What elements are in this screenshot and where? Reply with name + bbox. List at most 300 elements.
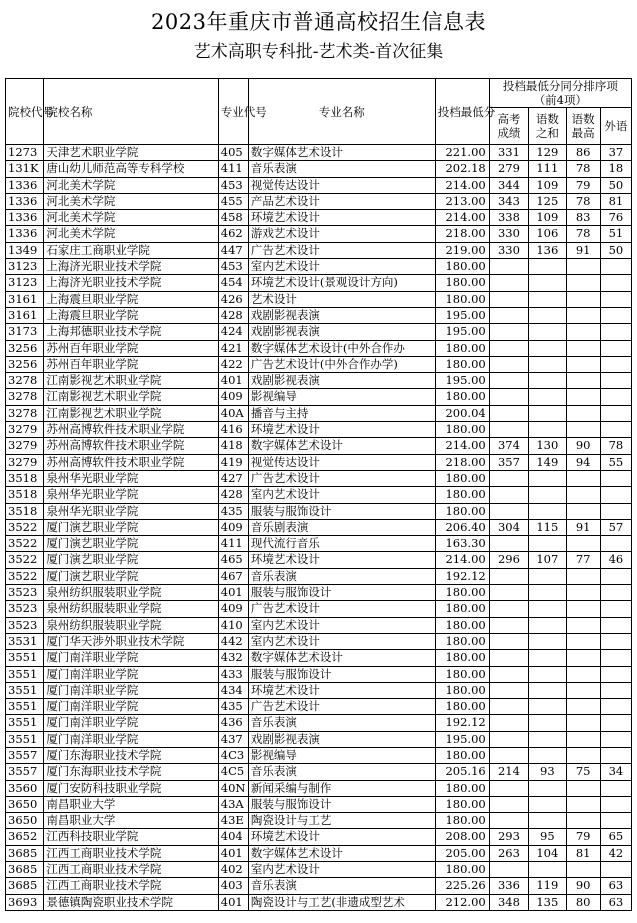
cell-school-name: 泉州纺织服装职业学院: [44, 617, 218, 633]
table-row: [6, 682, 632, 698]
cell-chinese-math-max: 90: [566, 878, 600, 894]
cell-chinese-math-max: [566, 666, 600, 682]
cell-min-score: 180.00: [435, 633, 489, 649]
cell-school-code: 1349: [6, 242, 44, 258]
cell-foreign-score: [600, 291, 631, 307]
cell-major-code: 416: [218, 422, 248, 438]
cell-gaokao-score: [489, 715, 528, 731]
cell-school-name: 南昌职业大学: [44, 796, 218, 812]
cell-school-name: 厦门东海职业技术学院: [44, 764, 218, 780]
cell-major-name: 现代流行音乐: [248, 536, 435, 552]
cell-chinese-math-max: 91: [566, 519, 600, 535]
cell-foreign-score: 63: [600, 894, 631, 910]
cell-chinese-math-sum: 95: [529, 829, 566, 845]
cell-school-name: 河北美术学院: [44, 226, 218, 242]
table-row: [6, 405, 632, 421]
cell-school-code: 3518: [6, 503, 44, 519]
cell-chinese-math-max: [566, 291, 600, 307]
cell-school-name: 厦门南洋职业学院: [44, 699, 218, 715]
cell-gaokao-score: 214: [489, 764, 528, 780]
cell-major-code: 40N: [218, 780, 248, 796]
cell-gaokao-score: [489, 405, 528, 421]
cell-chinese-math-sum: [529, 291, 566, 307]
table-row: [6, 813, 632, 829]
cell-chinese-math-sum: [529, 633, 566, 649]
cell-min-score: 225.26: [435, 878, 489, 894]
cell-foreign-score: 34: [600, 764, 631, 780]
cell-major-code: 411: [218, 161, 248, 177]
cell-school-code: 1273: [6, 145, 44, 161]
cell-major-name: 环境艺术设计: [248, 422, 435, 438]
cell-gaokao-score: [489, 275, 528, 291]
cell-chinese-math-max: [566, 862, 600, 878]
cell-school-name: 厦门演艺职业学院: [44, 568, 218, 584]
cell-gaokao-score: [489, 291, 528, 307]
cell-chinese-math-max: 75: [566, 764, 600, 780]
cell-chinese-math-max: [566, 568, 600, 584]
cell-foreign-score: [600, 275, 631, 291]
cell-gaokao-score: [489, 356, 528, 372]
cell-major-code: 428: [218, 307, 248, 323]
table-row: [6, 422, 632, 438]
header-chinese-math-sum: 语数之和: [529, 108, 566, 145]
cell-school-name: 上海震旦职业学院: [44, 291, 218, 307]
header-foreign-language: 外语: [600, 108, 631, 145]
cell-foreign-score: [600, 650, 631, 666]
cell-foreign-score: [600, 503, 631, 519]
cell-school-code: 3557: [6, 764, 44, 780]
cell-school-name: 泉州华光职业学院: [44, 470, 218, 486]
cell-chinese-math-sum: 136: [529, 242, 566, 258]
cell-major-name: 环境艺术设计: [248, 829, 435, 845]
cell-foreign-score: 51: [600, 226, 631, 242]
cell-min-score: 192.12: [435, 568, 489, 584]
cell-major-name: 数字媒体艺术设计(中外合作办: [248, 340, 435, 356]
cell-chinese-math-sum: [529, 796, 566, 812]
header-chinese-math-max: 语数最高: [566, 108, 600, 145]
header-school-name: 院校名称: [44, 79, 218, 145]
cell-chinese-math-max: 91: [566, 242, 600, 258]
cell-major-code: 404: [218, 829, 248, 845]
cell-major-name: 音乐表演: [248, 568, 435, 584]
cell-gaokao-score: [489, 307, 528, 323]
table-row: [6, 699, 632, 715]
cell-major-code: 447: [218, 242, 248, 258]
cell-gaokao-score: [489, 617, 528, 633]
cell-school-code: 3161: [6, 307, 44, 323]
cell-major-name: 服装与服饰设计: [248, 585, 435, 601]
cell-chinese-math-sum: 111: [529, 161, 566, 177]
cell-school-code: 3650: [6, 813, 44, 829]
cell-min-score: 218.00: [435, 454, 489, 470]
cell-major-name: 音乐表演: [248, 764, 435, 780]
cell-school-code: 3551: [6, 666, 44, 682]
cell-school-name: 上海震旦职业学院: [44, 307, 218, 323]
cell-major-code: 453: [218, 259, 248, 275]
cell-school-code: 3279: [6, 422, 44, 438]
cell-chinese-math-sum: 109: [529, 177, 566, 193]
cell-school-code: 3523: [6, 601, 44, 617]
cell-chinese-math-max: [566, 422, 600, 438]
cell-school-name: 厦门南洋职业学院: [44, 715, 218, 731]
cell-foreign-score: [600, 422, 631, 438]
cell-major-code: 467: [218, 568, 248, 584]
cell-school-code: 3279: [6, 438, 44, 454]
cell-major-name: 戏剧影视表演: [248, 307, 435, 323]
cell-chinese-math-sum: 109: [529, 210, 566, 226]
cell-school-name: 景德镇陶瓷职业技术学院: [44, 894, 218, 910]
cell-major-code: 458: [218, 210, 248, 226]
cell-major-code: 43E: [218, 813, 248, 829]
cell-major-name: 视觉传达设计: [248, 177, 435, 193]
cell-foreign-score: [600, 405, 631, 421]
cell-school-name: 厦门南洋职业学院: [44, 650, 218, 666]
cell-foreign-score: 76: [600, 210, 631, 226]
cell-foreign-score: [600, 470, 631, 486]
cell-major-code: 40A: [218, 405, 248, 421]
cell-foreign-score: [600, 259, 631, 275]
cell-school-name: 江南影视艺术职业学院: [44, 373, 218, 389]
cell-school-code: 3161: [6, 291, 44, 307]
cell-min-score: 163.30: [435, 536, 489, 552]
cell-min-score: 200.04: [435, 405, 489, 421]
cell-chinese-math-max: 90: [566, 438, 600, 454]
cell-min-score: 218.00: [435, 226, 489, 242]
cell-chinese-math-sum: [529, 536, 566, 552]
cell-major-name: 陶瓷设计与工艺: [248, 813, 435, 829]
header-major-code: 专业代号: [218, 79, 248, 145]
cell-major-name: 数字媒体艺术设计: [248, 145, 435, 161]
cell-school-code: 3551: [6, 715, 44, 731]
cell-chinese-math-sum: [529, 780, 566, 796]
cell-chinese-math-max: [566, 715, 600, 731]
cell-chinese-math-sum: 149: [529, 454, 566, 470]
cell-gaokao-score: [489, 731, 528, 747]
admission-table: [5, 78, 632, 911]
table-row: [6, 731, 632, 747]
cell-school-name: 江西工商职业技术学院: [44, 845, 218, 861]
table-row: [6, 356, 632, 372]
cell-foreign-score: [600, 699, 631, 715]
cell-gaokao-score: [489, 470, 528, 486]
cell-chinese-math-sum: [529, 470, 566, 486]
cell-min-score: 180.00: [435, 389, 489, 405]
cell-chinese-math-max: [566, 275, 600, 291]
cell-gaokao-score: [489, 536, 528, 552]
cell-school-code: 3523: [6, 585, 44, 601]
cell-school-name: 上海济光职业技术学院: [44, 259, 218, 275]
table-row: [6, 650, 632, 666]
cell-major-name: 产品艺术设计: [248, 193, 435, 209]
cell-chinese-math-sum: 93: [529, 764, 566, 780]
cell-major-name: 音乐剧表演: [248, 519, 435, 535]
cell-min-score: 214.00: [435, 177, 489, 193]
cell-school-code: 3123: [6, 275, 44, 291]
cell-foreign-score: 50: [600, 242, 631, 258]
cell-chinese-math-max: [566, 470, 600, 486]
cell-min-score: 195.00: [435, 324, 489, 340]
cell-chinese-math-sum: [529, 324, 566, 340]
cell-gaokao-score: [489, 373, 528, 389]
table-row: [6, 796, 632, 812]
cell-major-code: 411: [218, 536, 248, 552]
cell-chinese-math-max: 77: [566, 552, 600, 568]
cell-gaokao-score: [489, 699, 528, 715]
cell-min-score: 180.00: [435, 862, 489, 878]
cell-chinese-math-sum: 125: [529, 193, 566, 209]
cell-major-name: 环境艺术设计: [248, 682, 435, 698]
cell-school-name: 石家庄工商职业学院: [44, 242, 218, 258]
cell-chinese-math-max: [566, 747, 600, 763]
cell-major-name: 戏剧影视表演: [248, 324, 435, 340]
cell-chinese-math-sum: [529, 731, 566, 747]
table-row: [6, 324, 632, 340]
cell-gaokao-score: 374: [489, 438, 528, 454]
cell-gaokao-score: [489, 324, 528, 340]
cell-min-score: 180.00: [435, 356, 489, 372]
cell-major-name: 广告艺术设计: [248, 242, 435, 258]
cell-foreign-score: 65: [600, 829, 631, 845]
cell-major-code: 409: [218, 601, 248, 617]
cell-min-score: 206.40: [435, 519, 489, 535]
cell-school-code: 131K: [6, 161, 44, 177]
table-row: [6, 275, 632, 291]
cell-school-name: 厦门南洋职业学院: [44, 666, 218, 682]
cell-major-code: 435: [218, 699, 248, 715]
cell-major-code: 4C5: [218, 764, 248, 780]
cell-chinese-math-sum: [529, 356, 566, 372]
cell-school-name: 厦门演艺职业学院: [44, 519, 218, 535]
cell-major-code: 401: [218, 373, 248, 389]
table-row: [6, 307, 632, 323]
cell-major-code: 434: [218, 682, 248, 698]
cell-foreign-score: [600, 585, 631, 601]
cell-major-name: 艺术设计: [248, 291, 435, 307]
cell-min-score: 180.00: [435, 796, 489, 812]
cell-school-code: 3522: [6, 568, 44, 584]
table-row: [6, 617, 632, 633]
cell-foreign-score: 18: [600, 161, 631, 177]
cell-gaokao-score: 336: [489, 878, 528, 894]
cell-major-name: 广告艺术设计: [248, 601, 435, 617]
cell-chinese-math-sum: 119: [529, 878, 566, 894]
cell-chinese-math-max: [566, 389, 600, 405]
cell-gaokao-score: [489, 780, 528, 796]
table-row: [6, 633, 632, 649]
cell-school-code: 1336: [6, 177, 44, 193]
cell-school-name: 江西工商职业技术学院: [44, 878, 218, 894]
table-row: [6, 454, 632, 470]
cell-min-score: 180.00: [435, 666, 489, 682]
cell-gaokao-score: 304: [489, 519, 528, 535]
cell-foreign-score: 78: [600, 438, 631, 454]
cell-school-name: 厦门东海职业技术学院: [44, 747, 218, 763]
cell-foreign-score: 55: [600, 454, 631, 470]
cell-school-code: 3256: [6, 340, 44, 356]
cell-min-score: 214.00: [435, 210, 489, 226]
cell-major-code: 432: [218, 650, 248, 666]
cell-major-code: 433: [218, 666, 248, 682]
table-row: [6, 715, 632, 731]
cell-school-code: 3518: [6, 470, 44, 486]
cell-major-code: 43A: [218, 796, 248, 812]
cell-major-name: 数字媒体艺术设计: [248, 845, 435, 861]
cell-school-name: 河北美术学院: [44, 177, 218, 193]
cell-foreign-score: 37: [600, 145, 631, 161]
cell-gaokao-score: 357: [489, 454, 528, 470]
cell-major-code: 409: [218, 519, 248, 535]
cell-school-name: 苏州百年职业学院: [44, 340, 218, 356]
cell-major-code: 410: [218, 617, 248, 633]
cell-chinese-math-max: [566, 813, 600, 829]
cell-major-name: 戏剧影视表演: [248, 731, 435, 747]
cell-school-code: 3693: [6, 894, 44, 910]
table-row: [6, 177, 632, 193]
cell-chinese-math-sum: [529, 650, 566, 666]
table-row: [6, 862, 632, 878]
cell-chinese-math-max: 78: [566, 193, 600, 209]
cell-foreign-score: [600, 715, 631, 731]
cell-foreign-score: [600, 356, 631, 372]
table-row: [6, 210, 632, 226]
cell-foreign-score: [600, 731, 631, 747]
cell-gaokao-score: [489, 796, 528, 812]
cell-chinese-math-max: [566, 324, 600, 340]
cell-school-code: 3560: [6, 780, 44, 796]
cell-school-code: 3531: [6, 633, 44, 649]
cell-school-name: 厦门演艺职业学院: [44, 552, 218, 568]
cell-chinese-math-sum: [529, 715, 566, 731]
cell-chinese-math-max: 78: [566, 161, 600, 177]
cell-min-score: 180.00: [435, 585, 489, 601]
cell-major-name: 音乐表演: [248, 161, 435, 177]
cell-school-code: 3685: [6, 845, 44, 861]
cell-chinese-math-max: 81: [566, 845, 600, 861]
cell-min-score: 180.00: [435, 699, 489, 715]
cell-gaokao-score: 348: [489, 894, 528, 910]
cell-gaokao-score: 344: [489, 177, 528, 193]
cell-major-name: 服装与服饰设计: [248, 503, 435, 519]
cell-chinese-math-sum: 104: [529, 845, 566, 861]
cell-major-code: 401: [218, 894, 248, 910]
cell-chinese-math-sum: [529, 389, 566, 405]
cell-min-score: 221.00: [435, 145, 489, 161]
cell-min-score: 180.00: [435, 470, 489, 486]
cell-min-score: 180.00: [435, 813, 489, 829]
table-row: [6, 519, 632, 535]
page-subtitle: 艺术高职专科批-艺术类-首次征集: [193, 42, 444, 62]
cell-major-code: 454: [218, 275, 248, 291]
cell-gaokao-score: [489, 633, 528, 649]
cell-major-name: 室内艺术设计: [248, 862, 435, 878]
cell-major-code: 401: [218, 585, 248, 601]
cell-major-code: 435: [218, 503, 248, 519]
cell-school-code: 3279: [6, 454, 44, 470]
cell-school-code: 3685: [6, 878, 44, 894]
cell-school-code: 3278: [6, 373, 44, 389]
cell-chinese-math-sum: 130: [529, 438, 566, 454]
cell-min-score: 180.00: [435, 275, 489, 291]
cell-major-name: 影视编导: [248, 389, 435, 405]
cell-major-code: 465: [218, 552, 248, 568]
cell-gaokao-score: [489, 666, 528, 682]
cell-school-name: 江南影视艺术职业学院: [44, 389, 218, 405]
cell-gaokao-score: [489, 389, 528, 405]
cell-major-code: 419: [218, 454, 248, 470]
cell-school-name: 厦门南洋职业学院: [44, 682, 218, 698]
cell-chinese-math-max: 83: [566, 210, 600, 226]
cell-chinese-math-max: [566, 405, 600, 421]
header-min-score: 投档最低分: [435, 79, 489, 145]
cell-gaokao-score: 343: [489, 193, 528, 209]
cell-min-score: 180.00: [435, 601, 489, 617]
cell-min-score: 205.16: [435, 764, 489, 780]
cell-chinese-math-max: [566, 585, 600, 601]
cell-chinese-math-sum: 107: [529, 552, 566, 568]
cell-chinese-math-max: 79: [566, 829, 600, 845]
cell-chinese-math-sum: [529, 617, 566, 633]
cell-foreign-score: [600, 568, 631, 584]
cell-chinese-math-sum: [529, 259, 566, 275]
cell-foreign-score: [600, 617, 631, 633]
cell-gaokao-score: 338: [489, 210, 528, 226]
cell-foreign-score: 46: [600, 552, 631, 568]
cell-gaokao-score: 330: [489, 242, 528, 258]
cell-foreign-score: [600, 536, 631, 552]
cell-major-name: 服装与服饰设计: [248, 796, 435, 812]
cell-chinese-math-max: [566, 650, 600, 666]
cell-major-code: 424: [218, 324, 248, 340]
cell-school-code: 3551: [6, 650, 44, 666]
cell-gaokao-score: [489, 568, 528, 584]
cell-gaokao-score: [489, 601, 528, 617]
table-row: [6, 894, 632, 910]
cell-chinese-math-max: [566, 780, 600, 796]
cell-gaokao-score: 293: [489, 829, 528, 845]
cell-major-name: 广告艺术设计: [248, 470, 435, 486]
cell-min-score: 180.00: [435, 487, 489, 503]
cell-chinese-math-sum: [529, 601, 566, 617]
cell-major-name: 室内艺术设计: [248, 487, 435, 503]
cell-school-name: 苏州高博软件技术职业学院: [44, 422, 218, 438]
cell-major-name: 音乐表演: [248, 715, 435, 731]
cell-chinese-math-sum: [529, 862, 566, 878]
cell-chinese-math-sum: [529, 503, 566, 519]
header-school-code: 院校代号: [6, 79, 44, 145]
cell-school-code: 1336: [6, 210, 44, 226]
cell-min-score: 192.12: [435, 715, 489, 731]
cell-min-score: 212.00: [435, 894, 489, 910]
cell-chinese-math-max: [566, 796, 600, 812]
cell-min-score: 180.00: [435, 291, 489, 307]
cell-gaokao-score: [489, 422, 528, 438]
cell-foreign-score: 50: [600, 177, 631, 193]
cell-chinese-math-max: 86: [566, 145, 600, 161]
cell-gaokao-score: 263: [489, 845, 528, 861]
cell-foreign-score: [600, 862, 631, 878]
cell-chinese-math-max: [566, 356, 600, 372]
cell-major-code: 421: [218, 340, 248, 356]
cell-min-score: 180.00: [435, 747, 489, 763]
header-gaokao-score: 高考成绩: [489, 108, 528, 145]
cell-chinese-math-sum: [529, 682, 566, 698]
table-row: [6, 145, 632, 161]
cell-gaokao-score: [489, 487, 528, 503]
cell-chinese-math-sum: [529, 422, 566, 438]
cell-school-name: 唐山幼儿师范高等专科学校: [44, 161, 218, 177]
cell-gaokao-score: 279: [489, 161, 528, 177]
cell-foreign-score: [600, 373, 631, 389]
